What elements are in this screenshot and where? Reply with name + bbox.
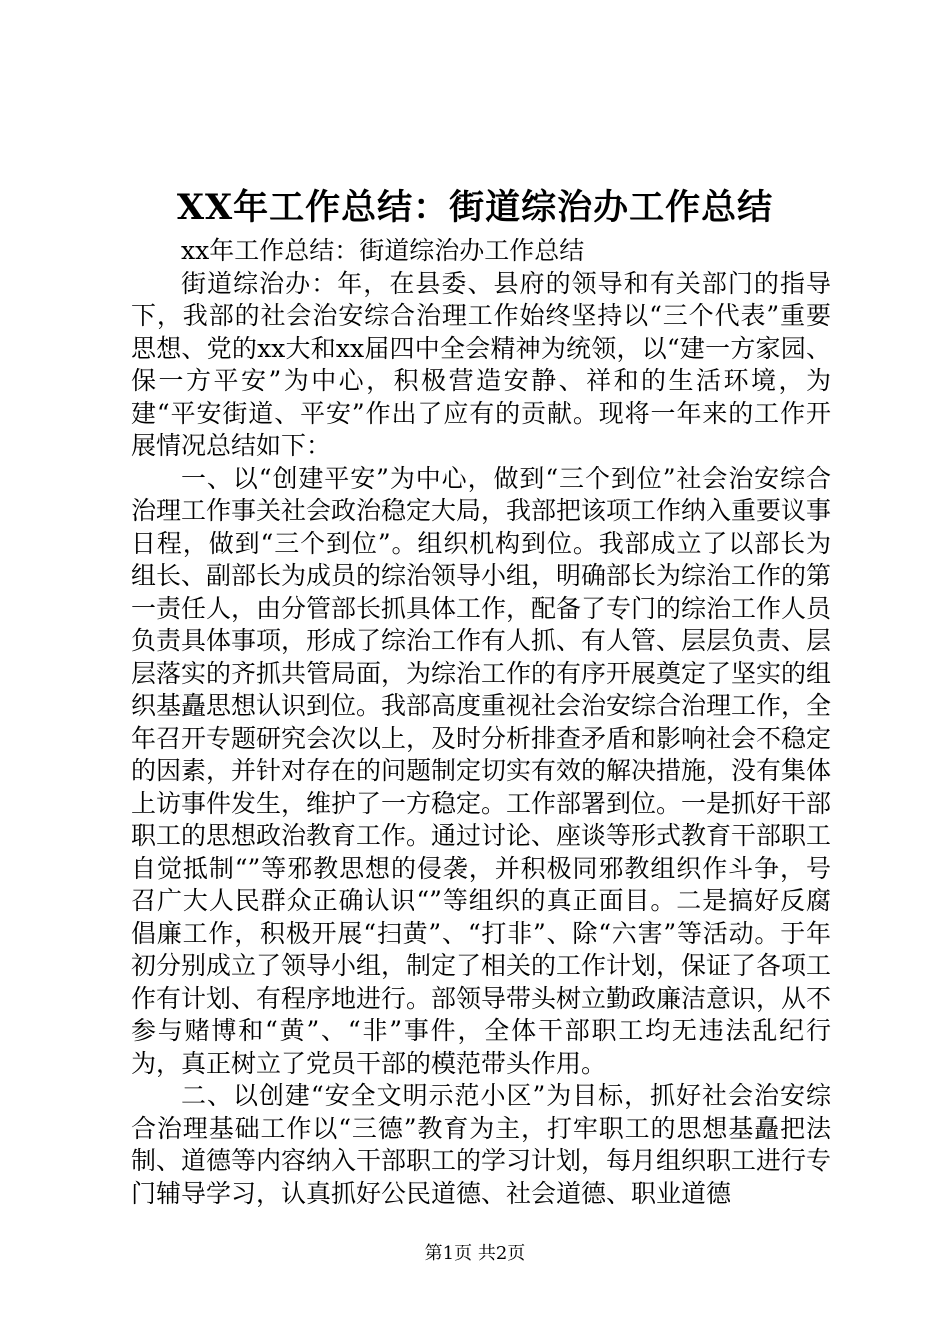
section-two-paragraph: 二、以创建“安全文明示范小区”为目标，抓好社会治安综合治理基础工作以“三德”教育为主，打牢职工的思想基矗把法制、道德等内容纳入干部职工的学习计划，每月组织职工进行专门辅导学习，认真抓好公民道德、社会道德、职业道德 [131,1081,832,1208]
document-title: XX年工作总结：街道综治办工作总结 [176,187,774,228]
page-number-footer: 第1页 共2页 [424,1243,526,1264]
section-one-paragraph: 一、以“创建平安”为中心，做到“三个到位”社会治安综合治理工作事关社会政治稳定大局，我部把该项工作纳入重要议事日程，做到“三个到位”。组织机构到位。我部成立了以部长为组长、副部长为成员的综治领导小组，明确部长为综治工作的第一责任人，由分管部长抓具体工作，配备了专门的综治工作人员负责具体事项，形成了综治工作有人抓、有人管、层层负责、层层落实的齐抓共管局面，为综治工作的有序开展奠定了坚实的组织基矗思想认识到位。我部高度重视社会治安综合治理工作，全年召开专题研究会次以上，及时分析排查矛盾和影响社会不稳定的因素，并针对存在的问题制定切实有效的解决措施，没有集体上访事件发生，维护了一方稳定。工作部署到位。一是抓好干部职工的思想政治教育工作。通过讨论、座谈等形式教育干部职工自觉抵制“”等邪教思想的侵袭，并积极同邪教组织作斗争，号召广大人民群众正确认识“”等组织的真正面目。二是搞好反腐倡廉工作，积极开展“扫黄”、“打非”、除“六害”等活动。于年初分别成立了领导小组，制定了相关的工作计划，保证了各项工作有计划、有程序地进行。部领导带头树立勤政廉洁意识，从不参与赌博和“黄”、“非”事件，全体干部职工均无违法乱纪行为，真正树立了党员干部的模范带头作用。 [131,463,832,1078]
subtitle-paragraph: xx年工作总结：街道综治办工作总结 [181,236,585,265]
intro-paragraph: 街道综治办：年，在县委、县府的领导和有关部门的指导下，我部的社会治安综合治理工作始终坚持以“三个代表”重要思想、党的xx大和xx届四中全会精神为统领，以“建一方家园、保一方平安”为中心，积极营造安静、祥和的生活环境，为建“平安街道、平安”作出了应有的贡献。现将一年来的工作开展情况总结如下： [131,268,831,460]
document-body [131,235,831,1210]
